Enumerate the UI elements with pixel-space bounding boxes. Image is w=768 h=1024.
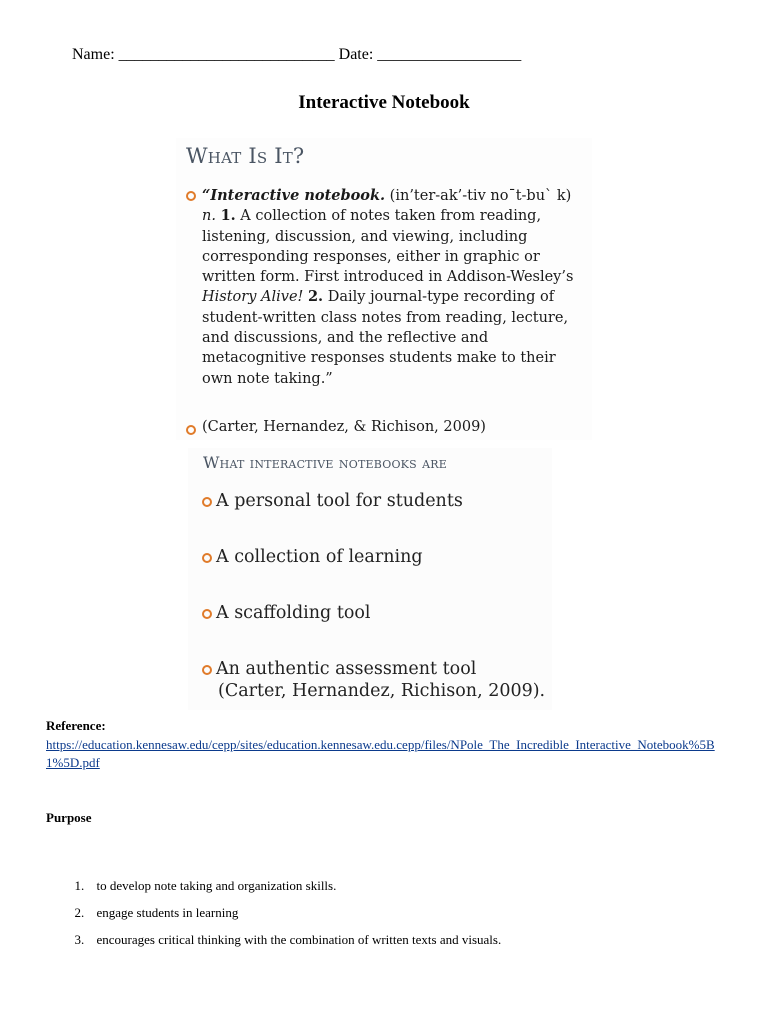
bullet-icon <box>202 665 212 675</box>
list-item: 1. to develop note taking and organization skills. <box>74 878 337 893</box>
definition-two: Daily journal-type recording of student-written class notes from reading, lecture, and discussions, and the reflective and metacognitive responses students make to their own note taking.” <box>202 289 569 387</box>
definition-number: 2. <box>307 288 324 306</box>
bullet-icon <box>202 609 212 619</box>
purpose-heading: Purpose <box>46 810 92 825</box>
list-item: 2. engage students in learning <box>74 905 239 920</box>
list-item: A collection of learning <box>216 546 423 568</box>
slide-what-is-it <box>176 138 592 440</box>
list-item: 3. encourages critical thinking with the combination of written texts and visuals. <box>74 932 502 947</box>
list-item: A personal tool for students <box>216 490 463 512</box>
bullet-icon <box>186 425 196 435</box>
list-item: An authentic assessment tool (Carter, Hernandez, Richison, 2009). <box>216 658 545 702</box>
name-date-line: Name: ___________________________ Date: __________________ <box>72 46 522 63</box>
slide-heading: What Is It? <box>186 144 305 168</box>
slide-what-notebooks-are <box>188 448 552 710</box>
definition-one: A collection of notes taken from reading, listening, discussion, and viewing, including corresponding responses, either in graphic or written form. First introduced in Addison-Wesley’s <box>202 208 574 286</box>
pronunciation: (in’ter-ak’-tiv no¯t-bu` k) <box>385 188 572 204</box>
bullet-icon <box>186 191 196 201</box>
list-item: A scaffolding tool <box>216 602 371 624</box>
slide-heading: What interactive notebooks are <box>203 453 447 472</box>
book-title: History Alive! <box>202 289 304 306</box>
part-of-speech: n. <box>202 208 216 225</box>
definition-text <box>202 186 586 389</box>
definition-term: “Interactive notebook. <box>202 187 386 204</box>
citation: (Carter, Hernandez, & Richison, 2009) <box>202 419 486 435</box>
reference-label: Reference: <box>46 718 106 733</box>
citation: (Carter, Hernandez, Richison, 2009). <box>218 681 546 701</box>
reference-link[interactable]: https://education.kennesaw.edu/cepp/sites/education.kennesaw.edu.cepp/files/NPole_The_Incredible_Interactive_Notebook%5B1%5D.pdf <box>46 737 715 770</box>
bullet-icon <box>202 553 212 563</box>
bullet-icon <box>202 497 212 507</box>
definition-number: 1. <box>220 207 236 225</box>
page-title: Interactive Notebook <box>298 92 470 113</box>
